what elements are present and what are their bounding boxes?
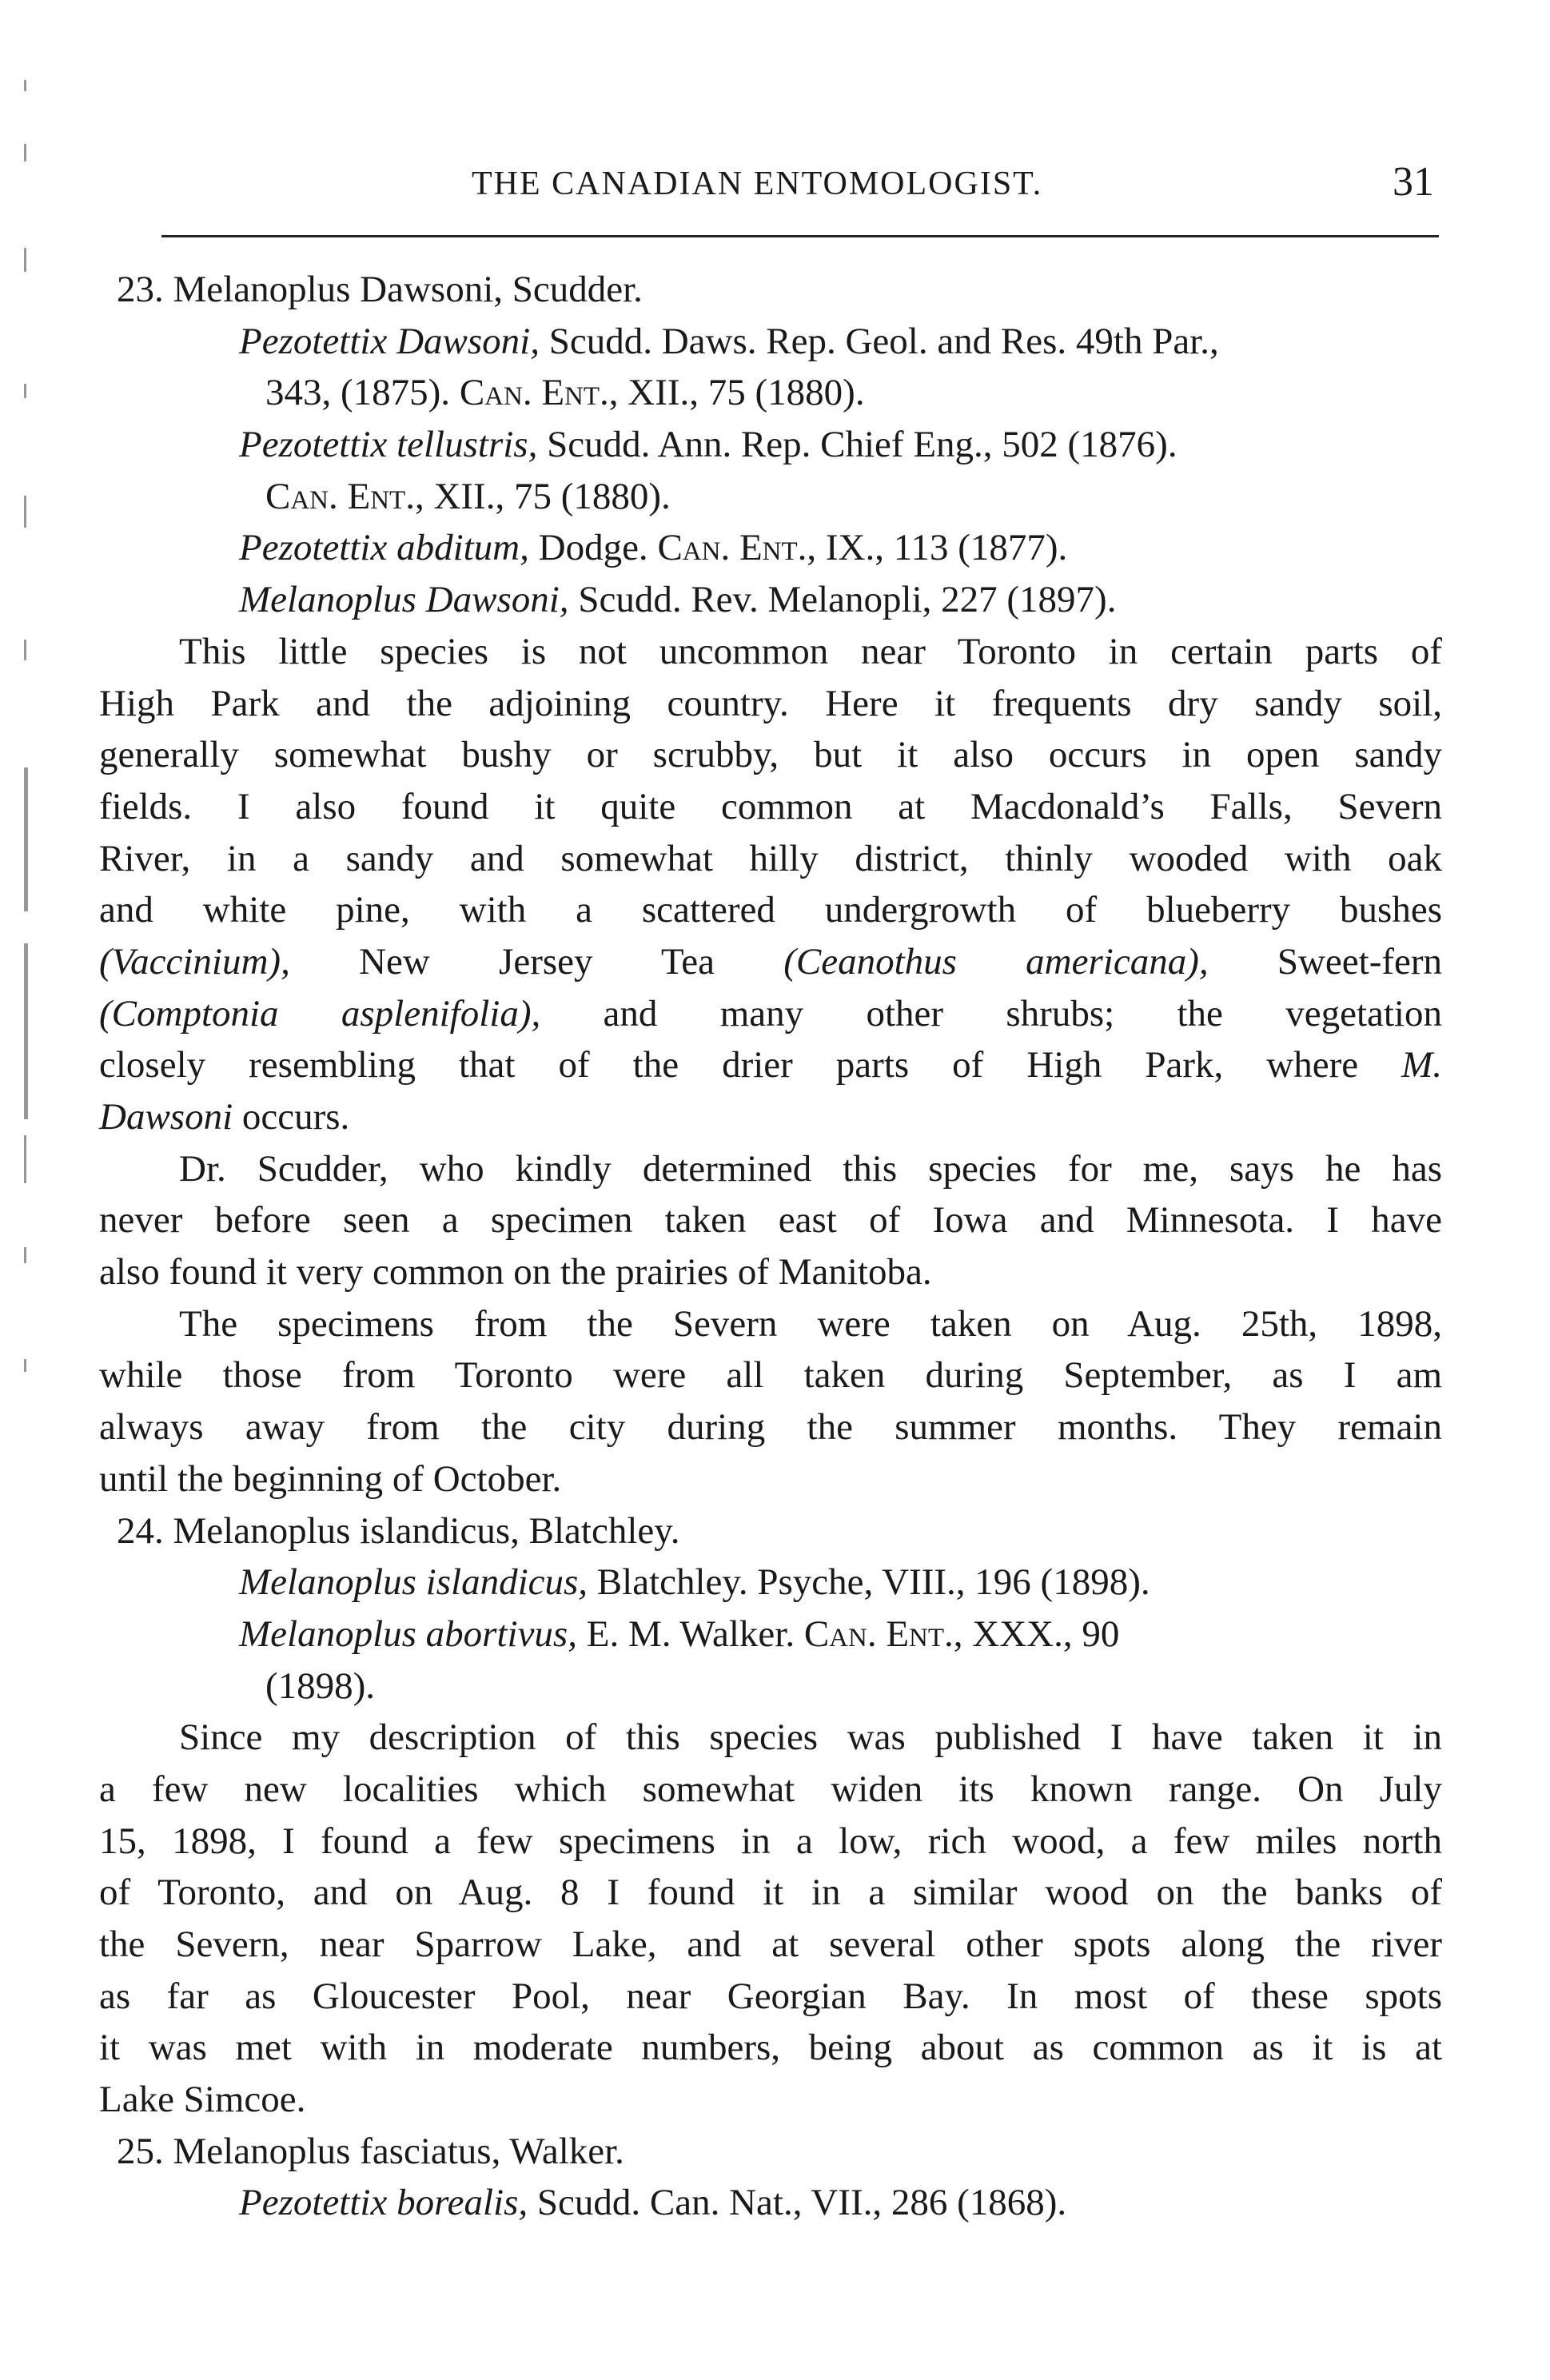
- paragraph-line: High Park and the adjoining country. Here it frequents dry sandy soil,: [99, 682, 1442, 724]
- scan-edge-artifacts: [24, 48, 38, 1407]
- body-text: [99, 264, 1442, 2229]
- journal-abbrev: Can. Ent.,: [459, 372, 619, 414]
- citation: Scudd. Daws. Rep. Geol. and Res. 49th Par.,: [539, 320, 1219, 362]
- paragraph-line: [99, 1091, 1442, 1143]
- paragraph-line: generally somewhat bushy or scrubby, but it also occurs in open sandy: [99, 734, 1442, 776]
- paragraph-line: it was met with in moderate numbers, being about as common as it is at: [99, 2027, 1442, 2069]
- citation: Dodge.: [528, 527, 658, 569]
- paragraph-line: [99, 1039, 1442, 1091]
- taxon-name: Melanoplus abortivus,: [239, 1613, 577, 1655]
- paragraph-line: This little species is not uncommon near Toronto in certain parts of: [179, 630, 1442, 672]
- citation: Scudd. Rev. Melanopli, 227 (1897).: [568, 579, 1117, 621]
- text-run: Sweet-fern: [1208, 940, 1443, 983]
- journal-abbrev: Can. Ent.,: [657, 527, 817, 569]
- citation: Scudd. Ann. Rep. Chief Eng., 502 (1876).: [537, 424, 1177, 466]
- paragraph-line: also found it very common on the prairies of Manitoba.: [99, 1251, 932, 1294]
- synonym-line: [99, 1609, 1442, 1660]
- citation: XII., 75 (1880).: [424, 475, 671, 517]
- species-heading-23: 23. Melanoplus Dawsoni, Scudder.: [117, 269, 643, 310]
- paragraph-line: River, in a sandy and somewhat hilly district, thinly wooded with oak: [99, 837, 1442, 879]
- taxon-name: Pezotettix tellustris,: [239, 424, 538, 466]
- taxon-name: (Comptonia asplenifolia),: [99, 992, 541, 1035]
- synonym-continuation: [99, 367, 1442, 419]
- citation: Blatchley. Psyche, VIII., 196 (1898).: [588, 1561, 1150, 1604]
- citation: XXX., 90: [962, 1613, 1120, 1655]
- taxon-name: M.: [1401, 1044, 1442, 1086]
- citation: IX., 113 (1877).: [816, 527, 1068, 569]
- taxon-name: (Ceanothus americana),: [783, 940, 1209, 983]
- taxon-name: Dawsoni: [99, 1096, 233, 1138]
- running-title: THE CANADIAN ENTOMOLOGIST.: [472, 165, 1043, 202]
- citation: 343, (1875).: [265, 372, 460, 414]
- citation: Scudd. Can. Nat., VII., 286 (1868).: [528, 2182, 1067, 2224]
- taxon-name: Pezotettix abditum,: [239, 527, 529, 569]
- paragraph-line: until the beginning of October.: [99, 1457, 562, 1500]
- taxon-name: Melanoplus islandicus,: [239, 1561, 588, 1604]
- paragraph-line: The specimens from the Severn were taken on Aug. 25th, 1898,: [179, 1302, 1442, 1345]
- paragraph-line: Dr. Scudder, who kindly determined this species for me, says he has: [179, 1147, 1442, 1190]
- species-heading-24: 24. Melanoplus islandicus, Blatchley.: [117, 1509, 680, 1552]
- paragraph-line: as far as Gloucester Pool, near Georgian Bay. In most of these spots: [99, 1975, 1442, 2017]
- page-number: 31: [1393, 159, 1434, 205]
- paragraph-line: of Toronto, and on Aug. 8 I found it in a similar wood on the banks of: [99, 1872, 1442, 1914]
- text-run: and many other shrubs; the vegetation: [540, 992, 1442, 1035]
- paragraph-line: 15, 1898, I found a few specimens in a low, rich wood, a few miles north: [99, 1820, 1442, 1862]
- paragraph-line: [99, 936, 1442, 988]
- journal-abbrev: Can. Ent.,: [265, 475, 424, 517]
- synonym-line: [99, 316, 1442, 368]
- paragraph-line: never before seen a specimen taken east of Iowa and Minnesota. I have: [99, 1199, 1442, 1242]
- synonym-line: [99, 1557, 1442, 1609]
- citation: XII., 75 (1880).: [618, 372, 865, 414]
- header-rule: [161, 235, 1439, 237]
- species-heading-25: 25. Melanoplus fasciatus, Walker.: [117, 2130, 624, 2172]
- paragraph-line: while those from Toronto were all taken during September, as I am: [99, 1354, 1442, 1397]
- taxon-name: (Vaccinium),: [99, 940, 290, 983]
- journal-abbrev: Can. Ent.,: [803, 1613, 963, 1655]
- paragraph-line: [99, 988, 1442, 1040]
- paragraph-line: Since my description of this species was published I have taken it in: [179, 1716, 1442, 1759]
- synonym-line: [99, 419, 1442, 471]
- synonym-line: [99, 2177, 1442, 2229]
- text-run: occurs.: [233, 1096, 350, 1138]
- text-run: New Jersey Tea: [289, 940, 784, 983]
- synonym-line: [99, 522, 1442, 574]
- taxon-name: Pezotettix borealis,: [239, 2182, 528, 2224]
- paragraph-line: a few new localities which somewhat widen its known range. On July: [99, 1768, 1442, 1810]
- citation: E. M. Walker.: [576, 1613, 804, 1655]
- taxon-name: Melanoplus Dawsoni,: [239, 579, 569, 621]
- paragraph-line: Lake Simcoe.: [99, 2079, 306, 2121]
- page-header: [0, 157, 1550, 213]
- text-run: closely resembling that of the drier parts of High Park, where: [99, 1044, 1402, 1086]
- synonym-continuation: (1898).: [265, 1664, 376, 1707]
- paragraph-line: always away from the city during the summer months. They remain: [99, 1406, 1442, 1449]
- paragraph-line: fields. I also found it quite common at Macdonald’s Falls, Severn: [99, 785, 1442, 827]
- synonym-continuation: [99, 471, 1442, 523]
- paragraph-line: the Severn, near Sparrow Lake, and at several other spots along the river: [99, 1924, 1442, 1965]
- synonym-line: [99, 574, 1442, 626]
- paragraph-line: and white pine, with a scattered undergrowth of blueberry bushes: [99, 889, 1442, 931]
- taxon-name: Pezotettix Dawsoni,: [239, 320, 540, 362]
